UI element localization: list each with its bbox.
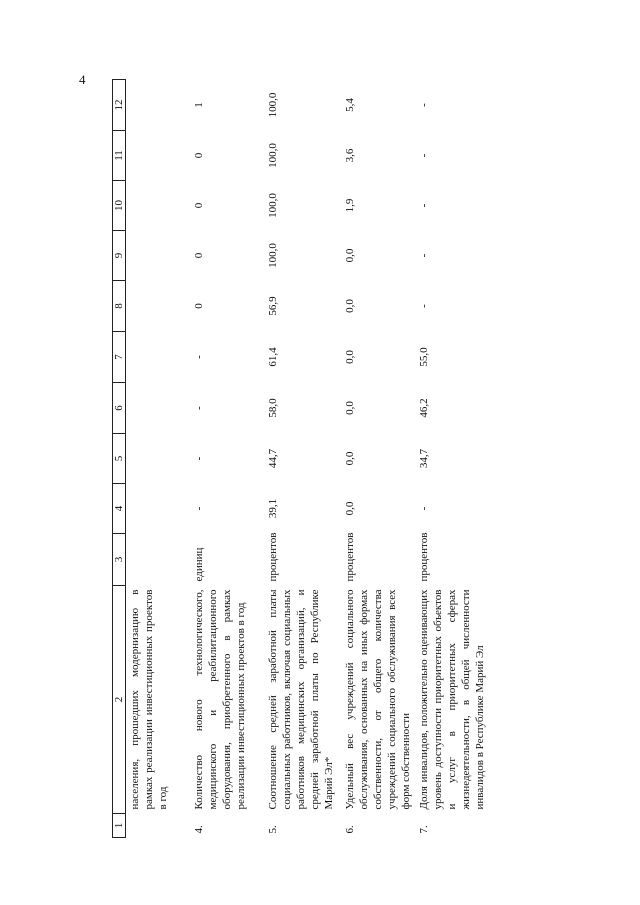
- indicator-text: населения, прошедших модернизацию в рамках реализации инвестиционных проектов в год: [129, 589, 169, 810]
- value-cell: [126, 131, 191, 181]
- value-cell: [126, 80, 191, 131]
- value-cell: 0: [193, 152, 205, 159]
- col-header-4: 4: [113, 484, 126, 534]
- value-cell: 0: [193, 202, 205, 209]
- table-row-continuation: [126, 80, 191, 838]
- value-cell: 100,0: [267, 92, 279, 118]
- unit-cell: процентов: [267, 532, 279, 582]
- value-cell: [126, 484, 191, 534]
- value-cell: 5,4: [344, 98, 356, 112]
- value-cell: 44,7: [267, 448, 279, 469]
- value-cell: [126, 181, 191, 231]
- indicator-text: Соотношение средней заработной платы социальных работников, включая социальных работников медицинских организаций, и средней заработной платы по Республике Марий Эл*: [267, 589, 335, 810]
- value-cell: 0,0: [344, 401, 356, 415]
- value-cell: [126, 231, 191, 281]
- indicator-text: Количество нового технологического, медицинского и реабилитационного оборудования, приобретенного в рамках реализации инвестиционных проектов в год: [193, 589, 247, 810]
- value-cell: 39,1: [267, 498, 279, 519]
- value-cell: -: [193, 456, 205, 461]
- value-cell: -: [418, 103, 430, 107]
- value-cell: [126, 383, 191, 434]
- value-cell: 100,0: [267, 143, 279, 168]
- value-cell: 100,0: [267, 243, 279, 268]
- value-cell: 1: [193, 102, 205, 108]
- value-cell: -: [418, 203, 430, 208]
- col-header-6: 6: [113, 383, 126, 434]
- value-cell: [126, 434, 191, 484]
- col-header-5: 5: [113, 434, 126, 484]
- value-cell: 55,0: [418, 347, 430, 367]
- value-cell: [126, 332, 191, 383]
- col-header-8: 8: [113, 281, 126, 332]
- value-cell: 0: [193, 303, 205, 309]
- col-header-7: 7: [113, 332, 126, 383]
- indicator-text: Доля инвалидов, положительно оценивающих уровень доступности приоритетных объектов и услуг в приоритетных сферах жизнедеятельности, в общей численности инвалидов в Республике Марий Эл: [418, 589, 486, 810]
- row-number: 7.: [418, 825, 430, 834]
- value-cell: -: [193, 406, 205, 410]
- col-header-10: 10: [113, 181, 126, 231]
- rotated-table-container: [112, 80, 490, 838]
- value-cell: -: [418, 304, 430, 308]
- unit-cell: процентов: [418, 532, 430, 582]
- col-header-12: 12: [113, 80, 126, 131]
- value-cell: -: [418, 506, 430, 511]
- value-cell: 56,9: [267, 296, 279, 316]
- value-cell: 0,0: [344, 451, 356, 466]
- value-cell: [126, 281, 191, 332]
- value-cell: 0: [193, 252, 205, 259]
- value-cell: 100,0: [267, 193, 279, 218]
- value-cell: -: [418, 253, 430, 258]
- header-row: [113, 80, 126, 838]
- value-cell: 1,9: [344, 198, 356, 213]
- value-cell: 0,0: [344, 299, 356, 313]
- table-row-4: [190, 80, 264, 838]
- value-cell: -: [193, 355, 205, 359]
- value-cell: 34,7: [418, 448, 430, 469]
- indicator-text: Удельный вес учреждений социального обслуживания, основанных на иных формах собственности, от общего количества учреждений социального обслуживания всех форм собственности: [344, 589, 412, 810]
- indicators-table: [112, 79, 489, 838]
- col-header-3: 3: [113, 534, 126, 586]
- value-cell: 0,0: [344, 501, 356, 516]
- col-header-11: 11: [113, 131, 126, 181]
- table-row-5: [264, 80, 341, 838]
- col-header-1: 1: [113, 814, 126, 838]
- col-header-2: 2: [113, 586, 126, 814]
- table-row-6: [341, 80, 415, 838]
- value-cell: 61,4: [267, 347, 279, 367]
- value-cell: 0,0: [344, 248, 356, 263]
- col-header-9: 9: [113, 231, 126, 281]
- value-cell: 46,2: [418, 398, 430, 418]
- row-number: 6.: [344, 825, 356, 834]
- value-cell: -: [418, 153, 430, 158]
- unit-cell: процентов: [344, 532, 356, 582]
- value-cell: 0,0: [344, 350, 356, 364]
- value-cell: 3,6: [344, 148, 356, 163]
- unit-cell: [126, 534, 191, 586]
- value-cell: 58,0: [267, 398, 279, 418]
- row-number: 4.: [193, 825, 205, 834]
- unit-cell: единиц: [193, 547, 205, 582]
- value-cell: -: [193, 506, 205, 511]
- page-number: 4: [79, 72, 86, 87]
- row-number: [126, 814, 191, 838]
- row-number: 5.: [267, 825, 279, 834]
- table-row-7: [415, 80, 489, 838]
